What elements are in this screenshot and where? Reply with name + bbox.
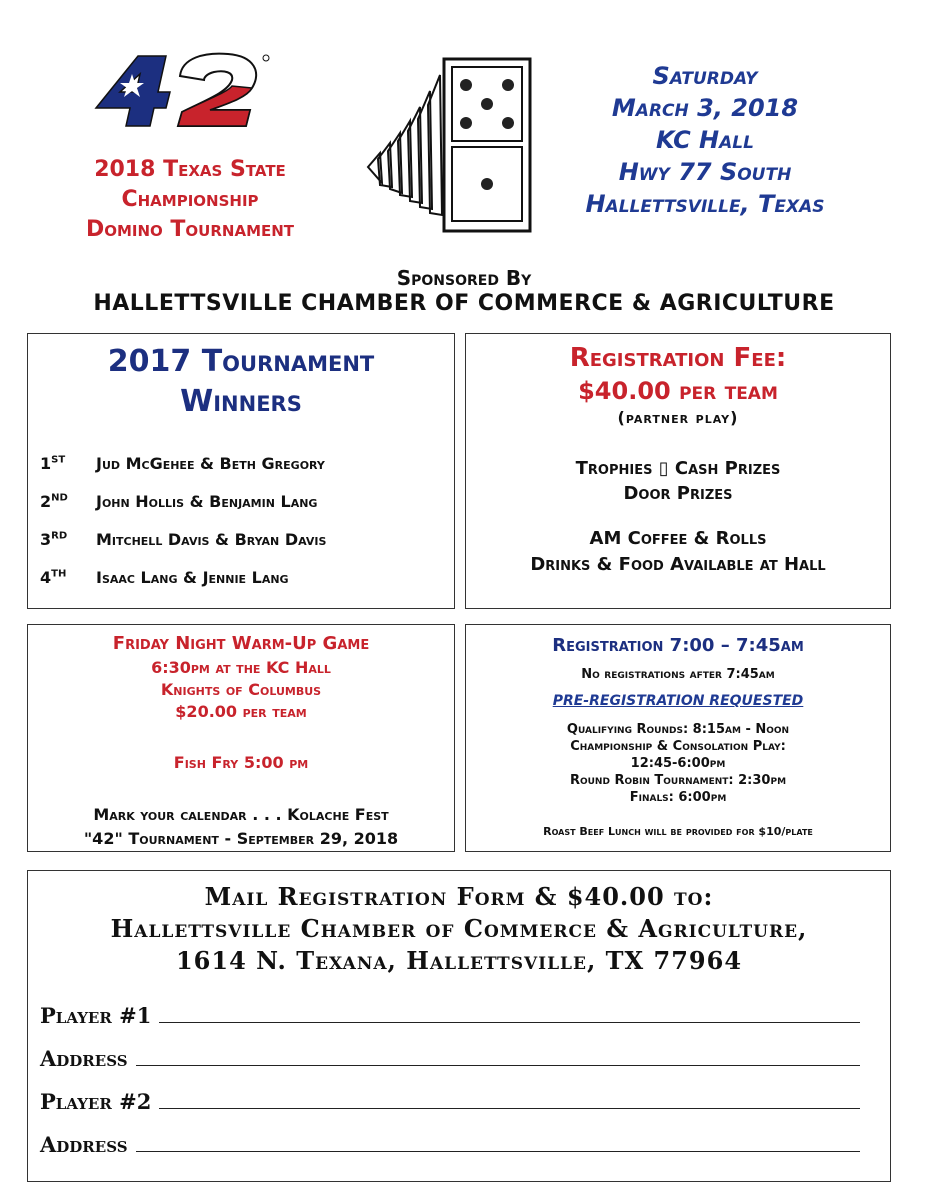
winner-place: 1 [40, 454, 52, 473]
mail-registration-box [27, 870, 891, 1182]
player-2-field[interactable] [40, 1089, 860, 1114]
player-2-label: Player #2 [40, 1089, 152, 1114]
finals: Finals: 6:00pm [629, 790, 727, 805]
winners-title-line-1: 2017 Tournament [107, 344, 375, 379]
falling-dominoes-illustration [360, 55, 535, 235]
mail-line-1: Mail Registration Form & $40.00 to: [204, 882, 714, 911]
event-venue: KC Hall [656, 126, 754, 154]
winner-place: 2 [40, 492, 52, 511]
fee-amount: $40.00 per team [578, 377, 778, 405]
food-line-1: AM Coffee & Rolls [589, 528, 767, 549]
address-2-blank[interactable] [136, 1151, 860, 1152]
event-date: March 3, 2018 [611, 94, 799, 122]
sponsor-block [0, 265, 928, 317]
winner-names: Isaac Lang & Jennie Lang [96, 568, 289, 587]
address-2-label: Address [40, 1132, 128, 1157]
player-2-blank[interactable] [159, 1108, 860, 1109]
mail-instructions [28, 881, 890, 977]
address-1-field[interactable] [40, 1046, 860, 1071]
pre-registration-note: PRE-REGISTRATION REQUESTED [552, 693, 804, 709]
winner-place: 3 [40, 530, 52, 549]
sponsor-name: HALLETTSVILLE CHAMBER OF COMMERCE & AGRICULTURE [93, 291, 835, 316]
winner-place-suffix: ST [51, 454, 66, 466]
address-1-blank[interactable] [136, 1065, 860, 1066]
mark-line-1: Mark your calendar . . . Kolache Fest [93, 805, 389, 824]
mark-line-2: "42" Tournament - September 29, 2018 [83, 829, 399, 848]
title-line-1: 2018 Texas State [94, 157, 286, 182]
schedule-details [466, 721, 890, 806]
mail-line-3: 1614 N. Texana, Hallettsville, TX 77964 [175, 946, 743, 975]
championship-time: 12:45-6:00pm [630, 756, 726, 771]
winner-names: Mitchell Davis & Bryan Davis [96, 530, 327, 549]
event-road: Hwy 77 South [618, 158, 792, 186]
winner-row [40, 530, 326, 549]
tournament-title [30, 155, 350, 245]
friday-warmup-box [27, 624, 455, 852]
championship-play: Championship & Consolation Play: [570, 739, 786, 754]
friday-time: 6:30pm at the KC Hall [151, 658, 331, 677]
friday-details [28, 657, 454, 723]
round-robin: Round Robin Tournament: 2:30pm [569, 773, 787, 788]
winner-place-suffix: RD [51, 530, 68, 542]
fee-partner-play: (partner play) [617, 408, 739, 427]
title-line-3: Domino Tournament [85, 217, 295, 242]
registration-time: Registration 7:00 – 7:45am [552, 635, 804, 656]
event-city: Hallettsville, Texas [585, 190, 825, 218]
fish-fry: Fish Fry 5:00 pm [173, 753, 309, 772]
player-1-label: Player #1 [40, 1003, 152, 1028]
friday-fee: $20.00 per team [175, 702, 307, 721]
prizes-line-1: Trophies ▯ Cash Prizes [575, 458, 781, 479]
qualifying-rounds: Qualifying Rounds: 8:15am - Noon [566, 722, 790, 737]
address-1-label: Address [40, 1046, 128, 1071]
texas-42-logo [86, 50, 276, 130]
winner-place: 4 [40, 568, 52, 587]
winners-box [27, 333, 455, 609]
winner-names: John Hollis & Benjamin Lang [96, 492, 318, 511]
kolache-fest-note [28, 803, 454, 851]
registration-fee-box [465, 333, 891, 609]
no-registrations-note: No registrations after 7:45am [581, 667, 775, 682]
prizes-line-2: Door Prizes [623, 483, 733, 504]
mail-line-2: Hallettsville Chamber of Commerce & Agriculture, [110, 914, 808, 943]
winner-row [40, 568, 289, 587]
winner-row [40, 492, 317, 511]
player-1-blank[interactable] [159, 1022, 860, 1023]
food-line-2: Drinks & Food Available at Hall [530, 554, 826, 575]
registration-schedule-box [465, 624, 891, 852]
lunch-note: Roast Beef Lunch will be provided for $10/plate [543, 825, 813, 838]
winner-place-suffix: TH [51, 568, 67, 580]
event-day: Saturday [652, 62, 758, 90]
sponsor-label: Sponsored By [396, 266, 532, 290]
winners-title [28, 342, 454, 422]
event-details [540, 60, 870, 220]
fee-title: Registration Fee: [569, 343, 787, 373]
winner-names: Jud McGehee & Beth Gregory [96, 454, 325, 473]
title-line-2: Championship [121, 187, 259, 212]
player-1-field[interactable] [40, 1003, 860, 1028]
winner-place-suffix: ND [51, 492, 68, 504]
winners-title-line-2: Winners [180, 384, 302, 419]
winner-row [40, 454, 325, 473]
friday-host: Knights of Columbus [160, 680, 322, 699]
address-2-field[interactable] [40, 1132, 860, 1157]
friday-title: Friday Night Warm-Up Game [112, 633, 370, 654]
